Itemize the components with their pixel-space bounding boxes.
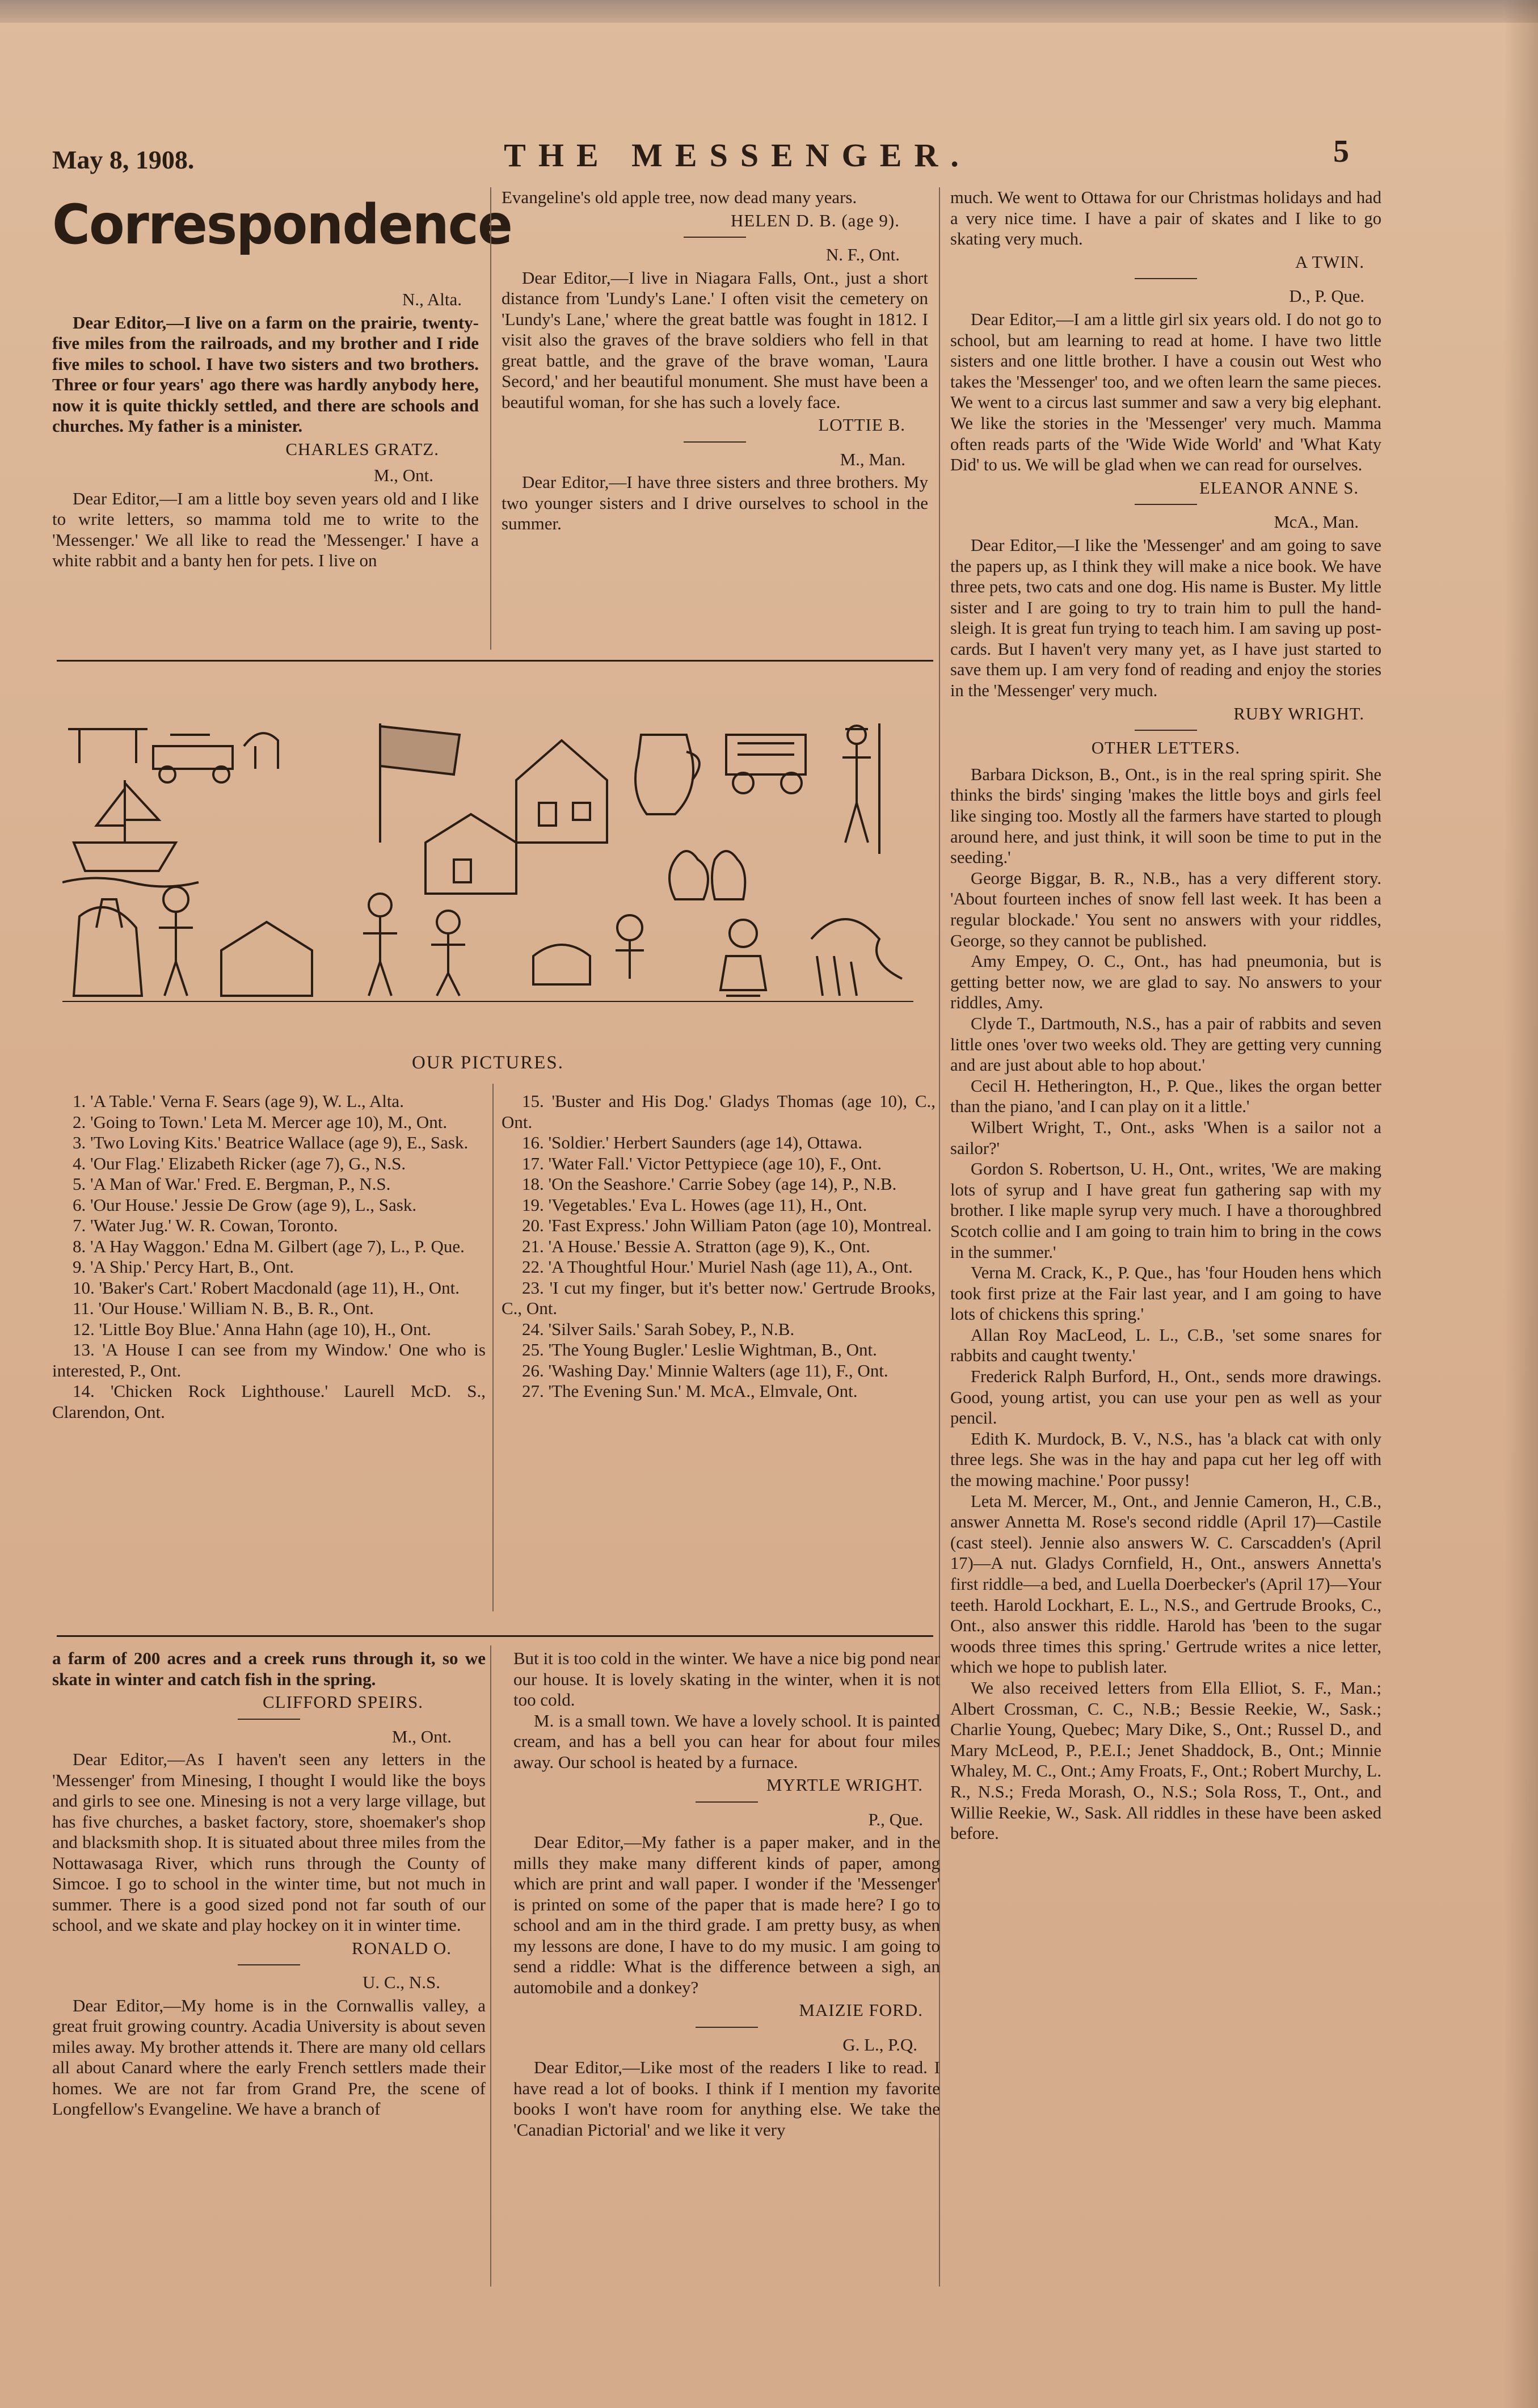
issue-date: May 8, 1908. [52, 145, 195, 174]
masthead: THE MESSENGER. [504, 137, 971, 174]
letter-signature: HELEN D. B. (age 9). [730, 210, 900, 230]
other-letter: Frederick Ralph Burford, H., Ont., sends more drawings. Good, young artist, you can use your pen as well as your pencil. [950, 1367, 1381, 1428]
letter-place: D., P. Que. [1289, 287, 1364, 306]
letter-body: Dear Editor,—My father is a paper maker, and in the mills they make many different kinds of paper, among which are print and wall paper. I wonder if the 'Messenger' is printed on some of the paper that is made here? I go to school and am in the third grade. I am pretty busy, as when my lessons are done, I have to do my music. I am going to send a riddle: What is the difference between a sigh, an automobile and a donkey? [513, 1832, 940, 1997]
letter-signature: CLIFFORD SPEIRS. [262, 1692, 423, 1712]
other-letter: Wilbert Wright, T., Ont., asks 'When is a sailor not a sailor?' [950, 1117, 1381, 1158]
picture-entry: 8. 'A Hay Waggon.' Edna M. Gilbert (age 7), L., P. Que. [73, 1236, 465, 1256]
picture-entry: 3. 'Two Loving Kits.' Beatrice Wallace (age 9), E., Sask. [73, 1133, 469, 1152]
picture-entry: 16. 'Soldier.' Herbert Saunders (age 14), Ottawa. [522, 1133, 863, 1152]
picture-entry: 15. 'Buster and His Dog.' Gladys Thomas (age 10), C., Ont. [502, 1091, 936, 1132]
other-letter: Amy Empey, O. C., Ont., has had pneumonia, but is getting better now, we are glad to say. No answers to your riddles, Amy. [950, 952, 1381, 1013]
picture-entry: 1. 'A Table.' Verna F. Sears (age 9), W. L., Alta. [73, 1091, 404, 1111]
other-letter: Verna M. Crack, K., P. Que., has 'four Houden hens which took first prize at the Fair last year, and I am going to have lots of chickens this spring.' [950, 1263, 1381, 1324]
column-rule [490, 1645, 491, 2287]
page-right-shadow [1504, 0, 1538, 2408]
col1-bottom [52, 1648, 486, 2120]
separator [1135, 730, 1197, 731]
separator [238, 1719, 300, 1720]
letter-signature: MYRTLE WRIGHT. [766, 1775, 923, 1795]
separator [696, 2027, 758, 2028]
picture-entry: 10. 'Baker's Cart.' Robert Macdonald (age 11), H., Ont. [73, 1277, 460, 1298]
picture-entry: 24. 'Silver Sails.' Sarah Sobey, P., N.B. [522, 1319, 795, 1339]
col2-bottom [513, 1648, 940, 2140]
letter-place: McA., Man. [1274, 512, 1359, 532]
letter-signature: CHARLES GRATZ. [285, 439, 439, 459]
letter-continued: Evangeline's old apple tree, now dead many years. [502, 187, 857, 207]
other-letter: Cecil H. Hetherington, H., P. Que., likes the organ better than the piano, 'and I can play on it a little.' [950, 1076, 1381, 1117]
letter-continued: much. We went to Ottawa for our Christmas holidays and had a very nice time. I have a pair of skates and I like to go skating very much. [950, 188, 1381, 249]
letter-continued: But it is too cold in the winter. We have a nice big pond near our house. It is lovely skating in the winter, when it is not too cold. [513, 1648, 940, 1710]
page-number: 5 [1333, 134, 1349, 169]
letter-body: Dear Editor,—I live on a farm on the prairie, twenty-five miles from the railroads, and my brother and I ride five miles to school. I have two sisters and two brothers. Three or four years' ago there was hardly anybody here, now it is quite thickly settled, and there are schools and churches. My father is a minister. [52, 312, 479, 436]
picture-entry: 18. 'On the Seashore.' Carrie Sobey (age 14), P., N.B. [522, 1174, 897, 1194]
letter-body: Dear Editor,—I am a little girl six years old. I do not go to school, but am learning to read at home. I have two little sisters and one little brother. I have a cousin out West who takes the 'Messenger' too, and we often learn the same pieces. We went to a circus last summer and saw a very big elephant. We like the stories in the 'Messenger' very much. Mamma often reads parts of the 'Wide Wide World' and 'What Katy Did' to us. We will be glad when we can read for ourselves. [950, 309, 1381, 475]
letter-continued: a farm of 200 acres and a creek runs through it, so we skate in winter and catch fish in the spring. [52, 1648, 486, 1689]
other-letter: Gordon S. Robertson, U. H., Ont., writes, 'We are making lots of syrup and I have great fun gathering sap with my brother. I like maple syrup very much. I have a thoroughbred Scotch collie and I am going to train him to bring in the cows in the summer.' [950, 1159, 1381, 1262]
letter-body: Dear Editor,—I have three sisters and three brothers. My two younger sisters and I drive ourselves to school in the summer. [502, 472, 928, 533]
column-rule [490, 187, 491, 650]
letter-signature: ELEANOR ANNE S. [1199, 478, 1359, 498]
section-title: Correspondence [52, 193, 512, 256]
letter-body: Dear Editor,—As I haven't seen any letters in the 'Messenger' from Minesing, I thought I would like the boys and girls to see one. Minesing is not a very large village, but has five churches, a basket factory, store, shoemaker's shop and blacksmith shop. It is situated about three miles from the Nottawasaga River, which runs through the County of Simcoe. I go to school in the winter time, but not much in summer. There is a good sized pond not far south of our school, and we skate and play hockey on it in winter time. [52, 1749, 486, 1935]
separator [238, 1964, 300, 1965]
picture-entry: 19. 'Vegetables.' Eva L. Howes (age 11), H., Ont. [522, 1194, 867, 1215]
col3 [950, 187, 1381, 1844]
col1-top [52, 284, 479, 571]
picture-entry: 14. 'Chicken Rock Lighthouse.' Laurell McD. S., Clarendon, Ont. [52, 1381, 486, 1422]
letter-place: P., Que. [868, 1809, 923, 1829]
picture-entry: 4. 'Our Flag.' Elizabeth Ricker (age 7), G., N.S. [73, 1153, 406, 1173]
letter-place: M., Man. [840, 449, 905, 469]
letter-body: Dear Editor,—I live in Niagara Falls, Ont., just a short distance from 'Lundy's Lane.' I often visit the cemetery on 'Lundy's Lane,' where the great battle was fought in 1812. I visit also the graves of the brave soldiers who fell in that great battle, and the grave of the brave woman, 'Laura Secord,' and her beautiful monument. She must have been a beautiful woman, for she has such a lovely face. [502, 267, 928, 412]
divider-rule [57, 660, 933, 662]
picture-entry: 6. 'Our House.' Jessie De Grow (age 9), L., Sask. [73, 1194, 417, 1215]
other-letter: Clyde T., Dartmouth, N.S., has a pair of rabbits and seven little ones 'over two weeks old. They are getting very cunning and are just about able to hop about.' [950, 1013, 1381, 1075]
separator [1135, 504, 1197, 505]
letter-signature: A TWIN. [1295, 252, 1364, 272]
letter-place: N. F., Ont. [825, 245, 900, 264]
column-rule [492, 1084, 494, 1611]
letter-continued: M. is a small town. We have a lovely school. It is painted cream, and has a bell you can hear for about four miles away. Our school is heated by a furnace. [513, 1710, 940, 1772]
col2-top [502, 187, 928, 534]
picture-entry: 11. 'Our House.' William N. B., B. R., Ont. [73, 1298, 374, 1318]
picture-entry: 25. 'The Young Bugler.' Leslie Wightman, B., Ont. [522, 1340, 877, 1359]
picture-entry: 7. 'Water Jug.' W. R. Cowan, Toronto. [73, 1215, 338, 1235]
other-letters-title: OTHER LETTERS. [1091, 738, 1241, 758]
pictures-list-right [502, 1091, 936, 1402]
picture-entry: 27. 'The Evening Sun.' M. McA., Elmvale, Ont. [522, 1381, 858, 1401]
picture-entry: 17. 'Water Fall.' Victor Pettypiece (age 10), F., Ont. [522, 1153, 882, 1173]
other-letter: Allan Roy MacLeod, L. L., C.B., 'set some snares for rabbits and caught twenty.' [950, 1325, 1381, 1366]
other-letter: We also received letters from Ella Elliot, S. F., Man.; Albert Crossman, C. C., N.B.; Bessie Reekie, W., Sask.; Charlie Young, Quebec; Mary Dike, S., Ont.; Russel D., and Mary McLeod, P., P.E.I.; Jenet Shaddock, B., Ont.; Minnie Whaley, M. C., Ont.; Amy Froats, F., Ont.; Robert Murchy, L. R., N.S.; Freda Morash, O., N.S.; Sola Ross, T., Ont., and Willie Reekie, W., Sask. All riddles in these have been asked before. [950, 1678, 1381, 1843]
pictures-list-left [52, 1091, 486, 1422]
picture-entry: 22. 'A Thoughtful Hour.' Muriel Nash (age 11), A., Ont. [522, 1257, 913, 1277]
picture-entry: 23. 'I cut my finger, but it's better now.' Gertrude Brooks, C., Ont. [502, 1277, 936, 1318]
separator [1135, 278, 1197, 279]
picture-entry: 2. 'Going to Town.' Leta M. Mercer age 10), M., Ont. [73, 1112, 448, 1132]
picture-entry: 9. 'A Ship.' Percy Hart, B., Ont. [73, 1257, 294, 1277]
separator [684, 237, 746, 238]
other-letter: Barbara Dickson, B., Ont., is in the real spring spirit. She thinks the birds' singing 'makes the little boys and girls feel like singing too. Mostly all the farmers have started to plough around here, and just think, it will soon be time to put in the seeding.' [950, 764, 1381, 868]
our-pictures-title: OUR PICTURES. [411, 1053, 564, 1073]
letter-place: U. C., N.S. [363, 1972, 440, 1992]
childrens-drawings-illustration [62, 712, 919, 1007]
letter-signature: RONALD O. [351, 1938, 452, 1958]
letter-signature: LOTTIE B. [818, 415, 905, 435]
picture-entry: 26. 'Washing Day.' Minnie Walters (age 11), F., Ont. [522, 1360, 888, 1380]
letter-signature: MAIZIE FORD. [799, 2000, 923, 2020]
page-top-edge [0, 0, 1538, 23]
separator [684, 441, 746, 443]
other-letter: George Biggar, B. R., N.B., has a very different story. 'About fourteen inches of snow fell last week. It has been a regular blockade.' You sent no answers with your riddles, George, so they cannot be published. [950, 868, 1381, 950]
letter-place: N., Alta. [402, 289, 462, 309]
picture-entry: 5. 'A Man of War.' Fred. E. Bergman, P., N.S. [73, 1174, 391, 1194]
picture-entry: 21. 'A House.' Bessie A. Stratton (age 9), K., Ont. [522, 1236, 870, 1256]
letter-body: Dear Editor,—I am a little boy seven years old and I like to write letters, so mamma told me to write to the 'Messenger.' We all like to read the 'Messenger.' I have a white rabbit and a banty hen for pets. I live on [52, 488, 479, 570]
other-letter: Edith K. Murdock, B. V., N.S., has 'a black cat with only three legs. She was in the hay and papa cut her leg off with the mowing machine.' Poor pussy! [950, 1429, 1381, 1491]
picture-entry: 20. 'Fast Express.' John William Paton (age 10), Montreal. [522, 1215, 932, 1235]
other-letter: Leta M. Mercer, M., Ont., and Jennie Cameron, H., C.B., answer Annetta M. Rose's second riddle (April 17)—Castile (cast steel). Jennie also answers W. C. Carscadden's (April 17)—A nut. Gladys Cornfield, H., Ont., answers Annetta's first riddle—a bed, and Luella Doerbecker's (April 17)—Your teeth. Harold Lockhart, E. L., N.S., and Gertrude Brooks, C., Ont., also answer this riddle. Harold has 'been to the sugar woods three times this spring.' Gertrude writes a nice letter, which we hope to publish later. [950, 1491, 1381, 1677]
letter-body: Dear Editor,—Like most of the readers I like to read. I have read a lot of books. I think if I mention my favorite books I won't have room for anything else. We take the 'Canadian Pictorial' and we like it very [513, 2057, 940, 2140]
letter-place: G. L., P.Q. [842, 2034, 917, 2055]
separator [696, 1801, 758, 1803]
divider-rule [57, 1635, 933, 1637]
picture-entry: 13. 'A House I can see from my Window.' One who is interested, P., Ont. [52, 1340, 486, 1380]
letter-body: Dear Editor,—I like the 'Messenger' and am going to save the papers up, as I think they will make a nice book. We have three pets, two cats and one dog. His name is Buster. My little sister and I are going to try to train him to pull the hand-sleigh. It is great fun trying to teach him. I am saving up post-cards. But I haven't very many yet, as I have just started to save them up. I am very fond of reading and enjoy the stories in the 'Messenger' very much. [950, 535, 1381, 701]
letter-body: Dear Editor,—My home is in the Cornwallis valley, a great fruit growing country. Acadia University is about seven miles away. My brother attends it. There are many old cellars all about Canard where the early French settlers made their homes. We are not far from Grand Pre, the scene of Longfellow's Evangeline. We have a branch of [52, 1995, 486, 2119]
letter-signature: RUBY WRIGHT. [1233, 704, 1364, 723]
letter-place: M., Ont. [391, 1726, 452, 1746]
picture-entry: 12. 'Little Boy Blue.' Anna Hahn (age 10), H., Ont. [73, 1319, 431, 1339]
letter-place: M., Ont. [373, 465, 433, 485]
